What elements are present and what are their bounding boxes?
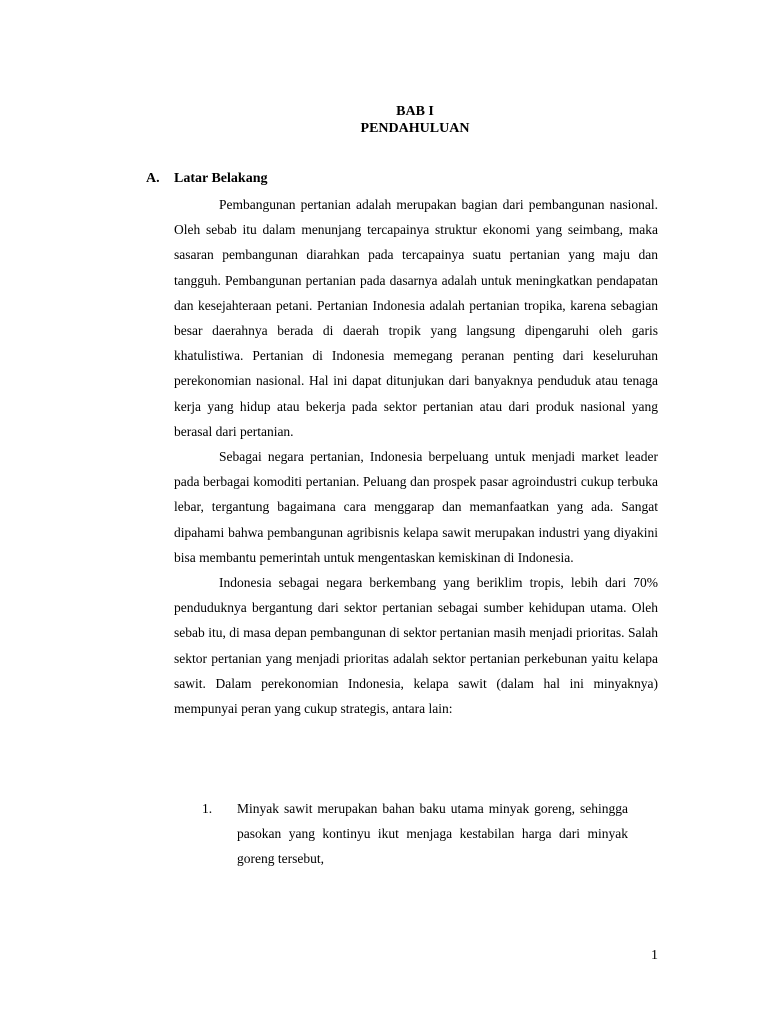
- page-number: 1: [651, 948, 658, 963]
- paragraph: Indonesia sebagai negara berkembang yang beriklim tropis, lebih dari 70% penduduknya bergantung dari sektor pertanian sebagai sumber kehidupan utama. Oleh sebab itu, di masa depan pembangunan di sektor pertanian masih menjadi prioritas. Salah sektor pertanian yang menjadi prioritas adalah sektor pertanian perkebunan yaitu kelapa sawit. Dalam perekonomian Indonesia, kelapa sawit (dalam hal ini minyaknya) mempunyai peran yang cukup strategis, antara lain:: [174, 575, 658, 717]
- body-text: [174, 192, 658, 721]
- section-title: Latar Belakang: [174, 171, 268, 186]
- section-letter: A.: [146, 171, 160, 186]
- list-item: [202, 796, 628, 872]
- chapter-number: BAB I: [396, 104, 434, 119]
- section-heading: [146, 171, 267, 187]
- numbered-list: [202, 796, 628, 872]
- paragraph: Pembangunan pertanian adalah merupakan bagian dari pembangunan nasional. Oleh sebab itu dalam menunjang tercapainya struktur ekonomi yang seimbang, maka sasaran pembangunan diarahkan pada tercapainya suatu pertanian yang maju dan tangguh. Pembangunan pertanian pada dasarnya adalah untuk meningkatkan pendapatan dan kesejahteraan petani. Pertanian Indonesia adalah pertanian tropika, karena sebagian besar daerahnya berada di daerah tropik yang langsung dipengaruhi oleh garis khatulistiwa. Pertanian di Indonesia memegang peranan penting dari keseluruhan perekonomian nasional. Hal ini dapat ditunjukan dari banyaknya penduduk atau tenaga kerja yang hidup atau bekerja pada sektor pertanian atau dari produk nasional yang berasal dari pertanian.: [174, 197, 658, 439]
- list-item-text: Minyak sawit merupakan bahan baku utama minyak goreng, sehingga pasokan yang kontinyu ikut menjaga kestabilan harga dari minyak goreng tersebut,: [237, 801, 628, 867]
- chapter-title: PENDAHULUAN: [360, 121, 470, 136]
- paragraph: Sebagai negara pertanian, Indonesia berpeluang untuk menjadi market leader pada berbagai komoditi pertanian. Peluang dan prospek pasar agroindustri cukup terbuka lebar, tergantung bagaimana cara menggarap dan memanfaatkan yang ada. Sangat dipahami bahwa pembangunan agribisnis kelapa sawit merupakan industri yang diyakini bisa membantu pemerintah untuk mengentaskan kemiskinan di Indonesia.: [174, 449, 658, 565]
- list-item-number: 1.: [202, 801, 213, 816]
